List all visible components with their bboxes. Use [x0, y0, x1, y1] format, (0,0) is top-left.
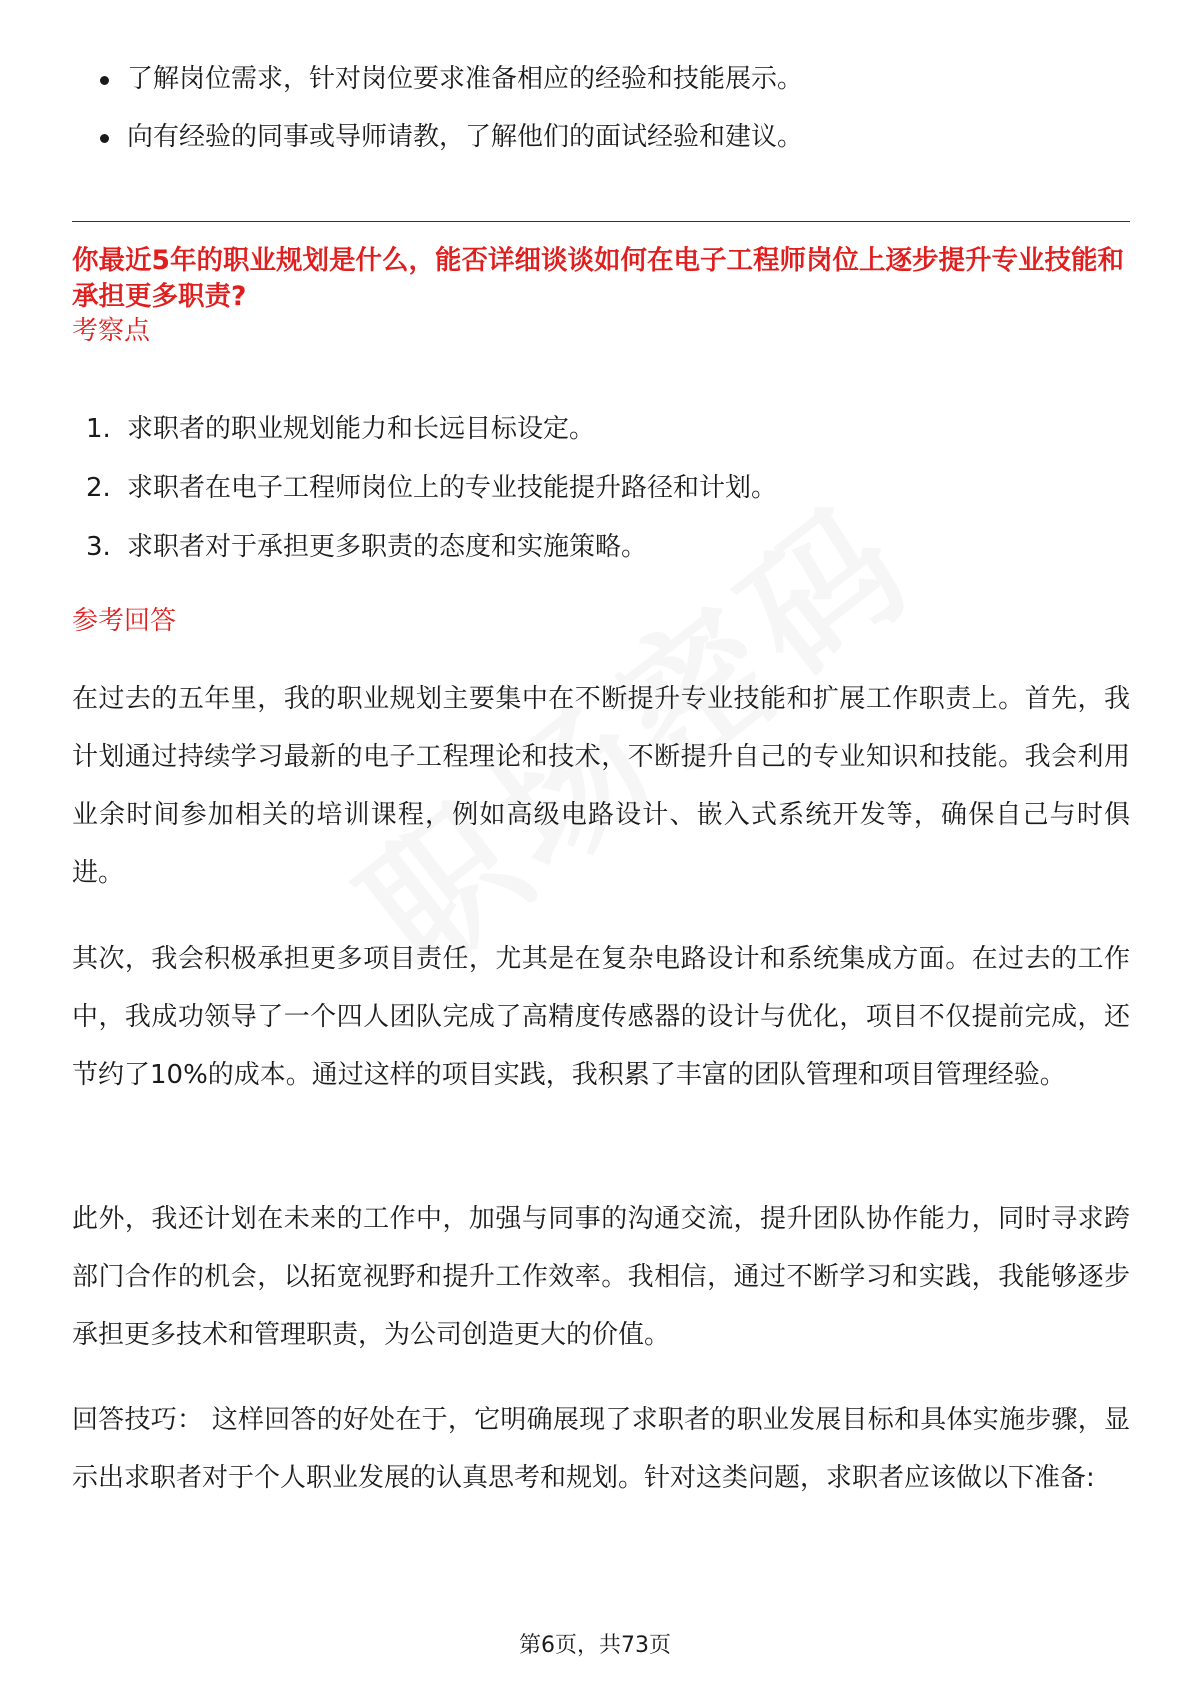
exam-points-list — [72, 412, 1130, 589]
list-item-text: 求职者的职业规划能力和长远目标设定。 — [127, 414, 596, 444]
list-item — [72, 471, 1130, 530]
list-item-text: 求职者对于承担更多职责的态度和实施策略。 — [127, 532, 648, 562]
bullet-icon — [100, 134, 109, 143]
answer-tips-paragraph: 回答技巧： 这样回答的好处在于，它明确展现了求职者的职业发展目标和具体实施步骤，显示出求职者对于个人职业发展的认真思考和规划。针对这类问题，求职者应该做以下准备: — [72, 1405, 1130, 1493]
list-item — [72, 120, 1130, 178]
exam-points-heading: 考察点 — [72, 316, 151, 346]
list-number: 1. — [86, 414, 111, 444]
list-number: 3. — [86, 532, 111, 562]
list-item — [72, 530, 1130, 589]
bullet-icon — [100, 76, 109, 85]
prep-bullet-list — [72, 62, 1130, 178]
list-item — [72, 62, 1130, 120]
answer-paragraph: 此外，我还计划在未来的工作中，加强与同事的沟通交流，提升团队协作能力，同时寻求跨部门合作的机会，以拓宽视野和提升工作效率。我相信，通过不断学习和实践，我能够逐步承担更多技术和管理职责，为公司创造更大的价值。 — [72, 1204, 1130, 1350]
question-title: 你最近5年的职业规划是什么，能否详细谈谈如何在电子工程师岗位上逐步提升专业技能和承担更多职责? — [72, 245, 1124, 312]
list-number: 2. — [86, 473, 111, 503]
reference-answer-heading: 参考回答 — [72, 606, 177, 636]
answer-paragraph: 在过去的五年里，我的职业规划主要集中在不断提升专业技能和扩展工作职责上。首先，我计划通过持续学习最新的电子工程理论和技术，不断提升自己的专业知识和技能。我会利用业余时间参加相关的培训课程，例如高级电路设计、嵌入式系统开发等，确保自己与时俱进。 — [72, 684, 1130, 888]
section-divider — [72, 221, 1130, 222]
list-item-text: 求职者在电子工程师岗位上的专业技能提升路径和计划。 — [127, 473, 778, 503]
list-item-text: 了解岗位需求，针对岗位要求准备相应的经验和技能展示。 — [127, 64, 804, 94]
list-item — [72, 412, 1130, 471]
list-item-text: 向有经验的同事或导师请教，了解他们的面试经验和建议。 — [127, 122, 804, 152]
answer-paragraph: 其次，我会积极承担更多项目责任，尤其是在复杂电路设计和系统集成方面。在过去的工作中，我成功领导了一个四人团队完成了高精度传感器的设计与优化，项目不仅提前完成，还节约了10%的成本。通过这样的项目实践，我积累了丰富的团队管理和项目管理经验。 — [72, 944, 1130, 1090]
page-number: 第6页，共73页 — [519, 1633, 671, 1658]
